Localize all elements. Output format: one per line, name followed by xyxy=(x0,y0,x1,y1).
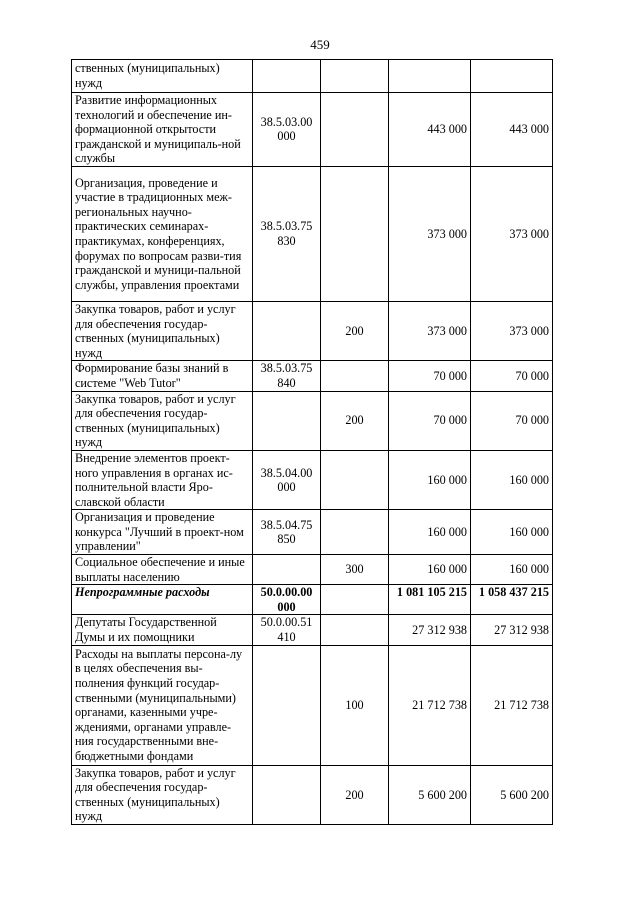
row-code-cell: 38.5.03.00 000 xyxy=(253,93,321,167)
table-row xyxy=(72,361,553,391)
row-name-cell: Закупка товаров, работ и услуг для обеспечения государ-ственных (муниципальных) нужд xyxy=(72,391,253,450)
row-name-cell: Развитие информационных технологий и обеспечение ин-формационной открытости гражданской и муниципаль-ной службы xyxy=(72,93,253,167)
table-row xyxy=(72,301,553,360)
row-expense-type-cell xyxy=(321,93,389,167)
page-number: 459 xyxy=(310,37,330,52)
row-amount-2-cell: 21 712 738 xyxy=(471,645,553,765)
row-amount-1-cell: 373 000 xyxy=(389,166,471,301)
row-amount-1-cell: 21 712 738 xyxy=(389,645,471,765)
row-amount-1-cell: 160 000 xyxy=(389,555,471,585)
row-code-cell xyxy=(253,555,321,585)
row-amount-2-cell: 70 000 xyxy=(471,391,553,450)
row-code-cell xyxy=(253,765,321,824)
table-row xyxy=(72,615,553,645)
row-name-cell: Организация и проведение конкурса "Лучший в проект-ном управлении" xyxy=(72,510,253,555)
row-name-cell: Расходы на выплаты персона-лу в целях обеспечения вы-полнения функций государ-ственными (муниципальными) органами, казенными учре-ждениями, органами управле-ния государственными вне-бюджетными фондами xyxy=(72,645,253,765)
table-row xyxy=(72,765,553,824)
row-amount-1-cell: 160 000 xyxy=(389,510,471,555)
row-name-cell: ственных (муниципальных) нужд xyxy=(72,60,253,93)
row-expense-type-cell xyxy=(321,510,389,555)
table-row xyxy=(72,93,553,167)
row-name-cell: Непрограммные расходы xyxy=(72,585,253,615)
row-code-cell: 50.0.00.00 000 xyxy=(253,585,321,615)
row-expense-type-cell xyxy=(321,615,389,645)
row-name-cell: Организация, проведение и участие в традиционных меж-региональных научно-практических семинарах-практикумах, конференциях, форумах по вопросам разви-тия гражданской и муници-пальной службы, управления проектами xyxy=(72,166,253,301)
row-expense-type-cell: 200 xyxy=(321,765,389,824)
row-amount-1-cell: 443 000 xyxy=(389,93,471,167)
row-amount-1-cell: 70 000 xyxy=(389,361,471,391)
row-expense-type-cell: 200 xyxy=(321,301,389,360)
row-code-cell xyxy=(253,301,321,360)
table-row xyxy=(72,585,553,615)
row-amount-1-cell: 70 000 xyxy=(389,391,471,450)
budget-table xyxy=(71,59,553,825)
row-code-cell xyxy=(253,645,321,765)
table-row xyxy=(72,645,553,765)
row-expense-type-cell xyxy=(321,585,389,615)
row-name-cell: Формирование базы знаний в системе "Web Tutor" xyxy=(72,361,253,391)
row-code-cell: 38.5.03.75 840 xyxy=(253,361,321,391)
row-expense-type-cell: 200 xyxy=(321,391,389,450)
row-amount-2-cell: 27 312 938 xyxy=(471,615,553,645)
table-row xyxy=(72,391,553,450)
row-name-cell: Закупка товаров, работ и услуг для обеспечения государ-ственных (муниципальных) нужд xyxy=(72,765,253,824)
row-expense-type-cell: 300 xyxy=(321,555,389,585)
row-code-cell: 50.0.00.51 410 xyxy=(253,615,321,645)
row-code-cell: 38.5.04.00 000 xyxy=(253,450,321,509)
row-name-cell: Депутаты Государственной Думы и их помощники xyxy=(72,615,253,645)
row-code-cell: 38.5.04.75 850 xyxy=(253,510,321,555)
row-name-cell: Социальное обеспечение и иные выплаты населению xyxy=(72,555,253,585)
row-amount-2-cell: 160 000 xyxy=(471,450,553,509)
row-amount-2-cell: 160 000 xyxy=(471,555,553,585)
table-row xyxy=(72,510,553,555)
row-amount-1-cell: 27 312 938 xyxy=(389,615,471,645)
row-amount-2-cell: 160 000 xyxy=(471,510,553,555)
row-amount-2-cell: 443 000 xyxy=(471,93,553,167)
row-expense-type-cell xyxy=(321,60,389,93)
row-amount-2-cell: 373 000 xyxy=(471,301,553,360)
row-amount-2-cell: 1 058 437 215 xyxy=(471,585,553,615)
row-code-cell: 38.5.03.75 830 xyxy=(253,166,321,301)
row-amount-1-cell: 5 600 200 xyxy=(389,765,471,824)
row-amount-2-cell: 5 600 200 xyxy=(471,765,553,824)
row-expense-type-cell xyxy=(321,450,389,509)
table-row xyxy=(72,555,553,585)
row-expense-type-cell xyxy=(321,166,389,301)
row-name-cell: Закупка товаров, работ и услуг для обеспечения государ-ственных (муниципальных) нужд xyxy=(72,301,253,360)
row-code-cell xyxy=(253,391,321,450)
row-amount-1-cell: 1 081 105 215 xyxy=(389,585,471,615)
table-row xyxy=(72,166,553,301)
row-code-cell xyxy=(253,60,321,93)
row-expense-type-cell xyxy=(321,361,389,391)
row-amount-2-cell: 373 000 xyxy=(471,166,553,301)
row-amount-1-cell xyxy=(389,60,471,93)
row-expense-type-cell: 100 xyxy=(321,645,389,765)
table-row xyxy=(72,60,553,93)
row-amount-2-cell xyxy=(471,60,553,93)
budget-table-body xyxy=(72,60,553,825)
row-name-cell: Внедрение элементов проект-ного управления в органах ис-полнительной власти Яро-славской области xyxy=(72,450,253,509)
row-amount-1-cell: 373 000 xyxy=(389,301,471,360)
row-amount-1-cell: 160 000 xyxy=(389,450,471,509)
row-amount-2-cell: 70 000 xyxy=(471,361,553,391)
table-row xyxy=(72,450,553,509)
